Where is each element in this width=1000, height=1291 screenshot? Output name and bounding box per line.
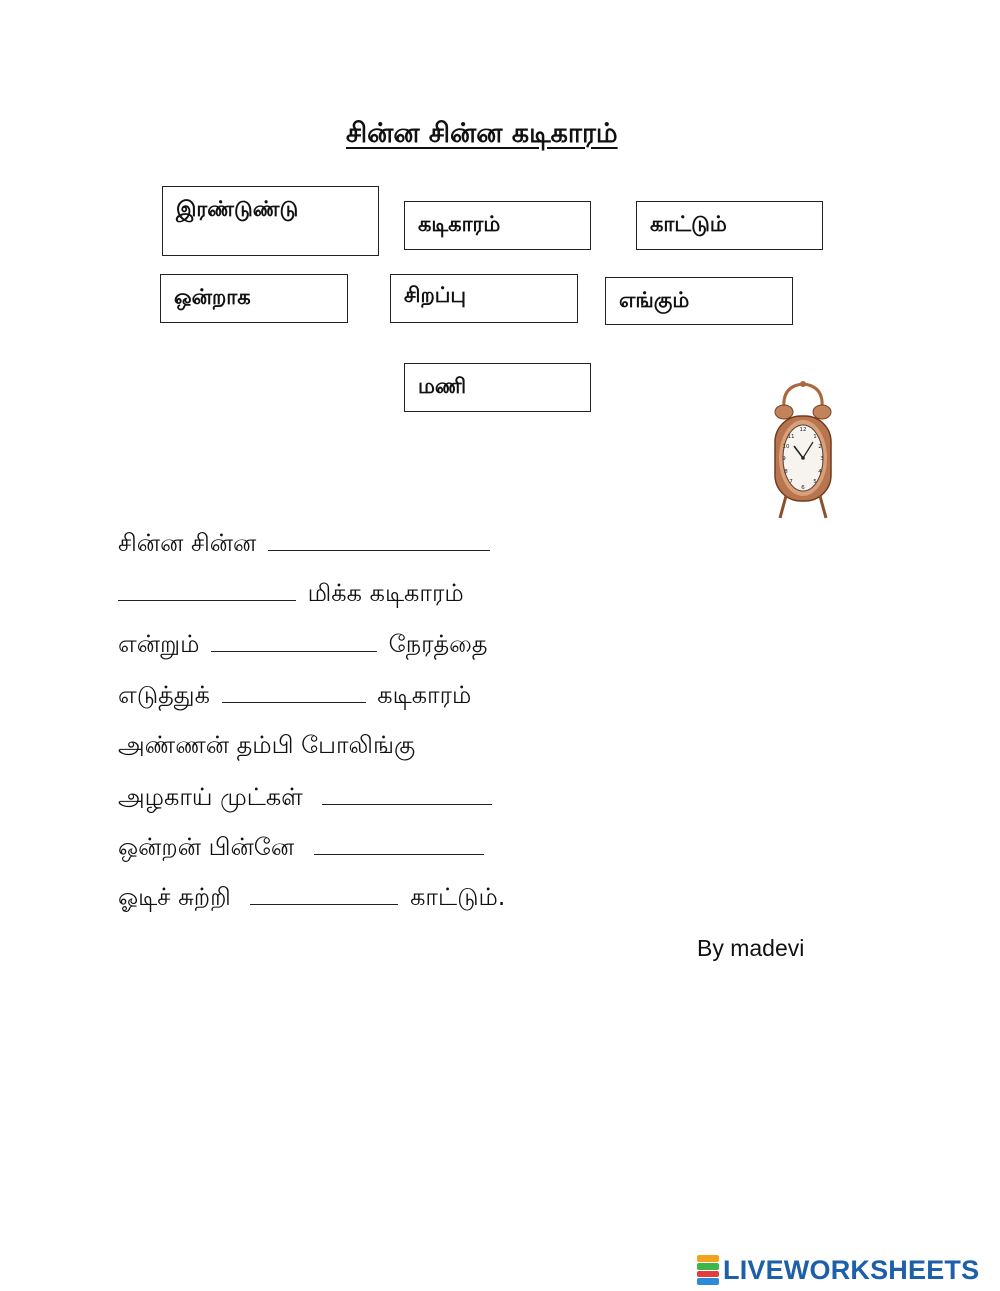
svg-text:4: 4 xyxy=(818,469,822,475)
poem-line xyxy=(118,731,415,762)
svg-text:8: 8 xyxy=(784,469,788,475)
word-bank-item[interactable]: இரண்டுண்டு xyxy=(162,186,379,256)
line-text: சின்ன சின்ன xyxy=(118,529,257,557)
line-text: கடிகாரம் xyxy=(377,681,472,709)
answer-blank[interactable] xyxy=(322,798,492,805)
svg-text:3: 3 xyxy=(820,456,824,462)
author-byline: By madevi xyxy=(697,935,805,961)
line-text: என்றும் xyxy=(118,630,200,658)
svg-text:7: 7 xyxy=(789,479,793,485)
brand-text: LIVEWORKSHEETS xyxy=(723,1254,980,1285)
word-bank-item[interactable]: மணி xyxy=(404,363,591,412)
line-text: காட்டும். xyxy=(410,883,506,911)
poem-line xyxy=(118,681,471,712)
answer-blank[interactable] xyxy=(211,645,377,652)
answer-blank[interactable] xyxy=(314,848,484,855)
line-text: மிக்க கடிகாரம் xyxy=(307,579,464,607)
word-bank-item[interactable]: காட்டும் xyxy=(636,201,823,250)
alarm-clock-icon xyxy=(772,376,834,521)
line-text: ஒன்றன் பின்னே xyxy=(118,833,295,861)
answer-blank[interactable] xyxy=(250,898,398,905)
line-text: அண்ணன் தம்பி போலிங்கு xyxy=(118,731,416,759)
line-text: நேரத்தை xyxy=(388,630,488,658)
line-text: எடுத்துக் xyxy=(118,681,210,709)
svg-text:2: 2 xyxy=(818,444,822,450)
svg-text:5: 5 xyxy=(813,479,817,485)
answer-blank[interactable] xyxy=(222,696,366,703)
answer-blank[interactable] xyxy=(118,594,296,601)
line-text: அழகாய் முட்கள் xyxy=(118,783,303,811)
svg-text:6: 6 xyxy=(801,485,805,491)
line-text: ஓடிச் சுற்றி xyxy=(118,883,231,911)
word-bank-item[interactable]: சிறப்பு xyxy=(390,274,578,323)
svg-text:9: 9 xyxy=(782,456,786,462)
svg-text:11: 11 xyxy=(787,434,795,440)
poem-line xyxy=(118,579,464,610)
liveworksheets-brand[interactable] xyxy=(697,1253,979,1287)
svg-text:12: 12 xyxy=(799,427,807,433)
worksheet-title: சின்ன சின்ன கடிகாரம் xyxy=(346,118,618,149)
poem-line xyxy=(118,833,488,864)
liveworksheets-logo-icon xyxy=(697,1255,719,1285)
word-bank-item[interactable]: ஒன்றாக xyxy=(160,274,348,323)
answer-blank[interactable] xyxy=(268,544,490,551)
word-bank-item[interactable]: எங்கும் xyxy=(605,277,793,325)
poem-line xyxy=(118,783,496,814)
svg-text:1: 1 xyxy=(813,434,817,440)
poem-line xyxy=(118,630,487,661)
svg-text:10: 10 xyxy=(782,444,790,450)
poem-line xyxy=(118,883,505,914)
word-bank-item[interactable]: கடிகாரம் xyxy=(404,201,591,250)
poem-line xyxy=(118,529,494,560)
